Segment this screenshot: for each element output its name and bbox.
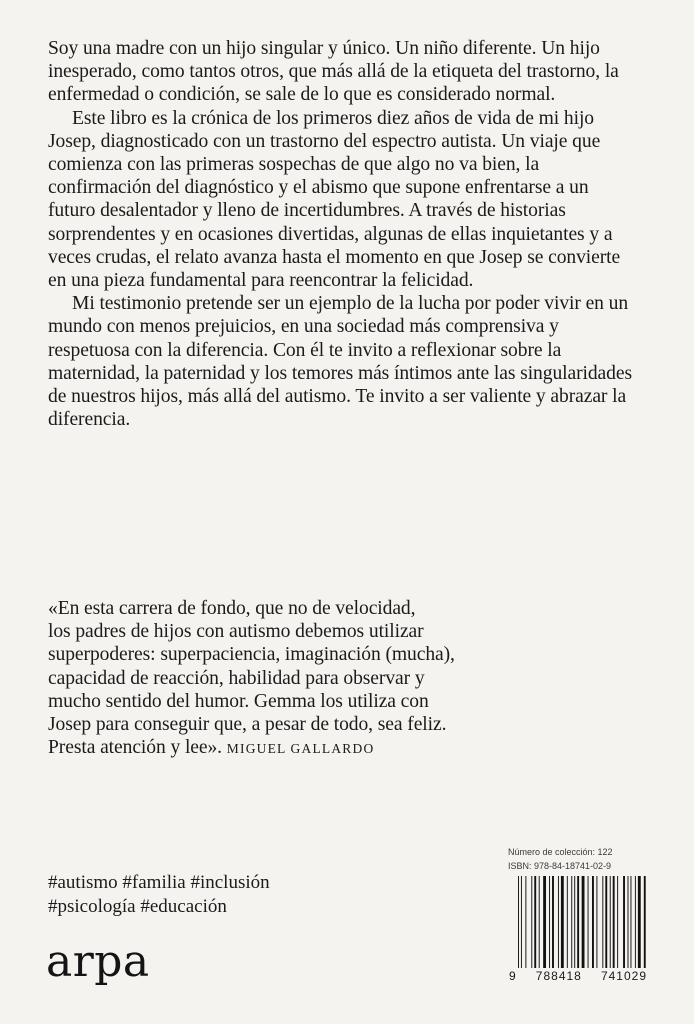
- book-metadata: [508, 845, 650, 873]
- barcode-bar: [605, 876, 607, 968]
- hashtags-line-1: #autismo #familia #inclusión: [48, 872, 270, 893]
- quote-line: superpoderes: superpaciencia, imaginación (mucha),: [48, 644, 455, 666]
- barcode-bar: [638, 876, 641, 968]
- hashtags-line-2: #psicología #educación: [48, 896, 227, 917]
- barcode-bar: [582, 876, 585, 968]
- barcode-digit-group-1: 788418: [535, 969, 582, 983]
- barcode-bar: [534, 876, 536, 968]
- barcode-block: [508, 845, 650, 983]
- barcode-bar: [644, 876, 646, 968]
- barcode-bar: [521, 876, 522, 968]
- barcode-bar: [602, 876, 603, 968]
- quote-line: «En esta carrera de fondo, que no de velocidad,: [48, 598, 416, 619]
- blurb-paragraph-1: Soy una madre con un hijo singular y único. Un niño diferente. Un hijo inesperado, como tantos otros, que más allá de la etiqueta del trastorno, la enfermedad o condición, se sale de lo que es considerado normal.: [48, 38, 619, 106]
- barcode-bar: [539, 876, 540, 968]
- endorsement-quote: [48, 597, 648, 760]
- hashtags: [48, 871, 270, 919]
- barcode-bar: [567, 876, 568, 968]
- quote-last-line: [48, 736, 648, 760]
- publisher-logo: arpa: [46, 936, 150, 987]
- barcode-bar: [617, 876, 618, 968]
- barcode-bar: [592, 876, 594, 968]
- barcode-bar: [525, 876, 526, 968]
- barcode-bar: [613, 876, 615, 968]
- barcode-bar: [610, 876, 611, 968]
- collection-number: Número de colección: 122: [508, 847, 613, 857]
- quote-line: capacidad de reacción, habilidad para observar y: [48, 667, 425, 689]
- isbn-text: ISBN: 978-84-18741-02-9: [508, 861, 612, 871]
- barcode-digit-first: 9: [509, 969, 517, 983]
- barcode-bar: [571, 876, 572, 968]
- quote-line: los padres de hijos con autismo debemos utilizar: [48, 621, 424, 643]
- barcode-bar: [552, 876, 554, 968]
- barcode-bar: [588, 876, 589, 968]
- barcode-digits: [508, 969, 648, 983]
- back-cover-blurb: [48, 37, 638, 431]
- quote-line: Josep para conseguir que, a pesar de todo, sea feliz.: [48, 714, 447, 736]
- barcode-bar: [635, 876, 636, 968]
- blurb-paragraph-2: Este libro es la crónica de los primeros diez años de vida de mi hijo Josep, diagnosticado con un trastorno del espectro autista. Un viaje que comienza con las primeras sospechas de que algo no va bien, la confirmación del diagnóstico y el abismo que supone enfrentarse a un futuro desalentador y lleno de incertidumbres. A través de historias sorprendentes y en ocasiones divertidas, algunas de ellas inquietantes y a veces crudas, el relato avanza hasta el momento en que Josep se convierte en una pieza fundamental para reencontrar la felicidad.: [48, 107, 621, 292]
- isbn-barcode: [508, 876, 648, 983]
- barcode-bar: [596, 876, 597, 968]
- barcode-bar: [543, 876, 546, 968]
- barcode-bar: [574, 876, 575, 968]
- barcode-bar: [561, 876, 564, 968]
- barcode-bar: [558, 876, 559, 968]
- barcode-bar: [630, 876, 631, 968]
- quote-line: mucho sentido del humor. Gemma los utiliza con: [48, 690, 429, 712]
- barcode-digit-group-2: 741029: [600, 969, 647, 983]
- barcode-bar: [577, 876, 579, 968]
- barcode-bar: [623, 876, 625, 968]
- quote-line: Presta atención y lee».: [48, 737, 222, 759]
- barcode-bars: [508, 876, 648, 980]
- barcode-bar: [549, 876, 550, 968]
- barcode-bar: [531, 876, 532, 968]
- blurb-paragraph-3: Mi testimonio pretende ser un ejemplo de la lucha por poder vivir en un mundo con menos prejuicios, en una sociedad más comprensiva y respetuosa con la diferencia. Con él te invito a reflexionar sobre la maternidad, la paternidad y los temores más íntimos ante las singularidades de nuestros hijos, más allá del autismo. Te invito a ser valiente y abrazar la diferencia.: [48, 293, 632, 431]
- barcode-bar: [628, 876, 629, 968]
- barcode-bar: [518, 876, 519, 968]
- quote-author: MIGUEL GALLARDO: [226, 741, 375, 757]
